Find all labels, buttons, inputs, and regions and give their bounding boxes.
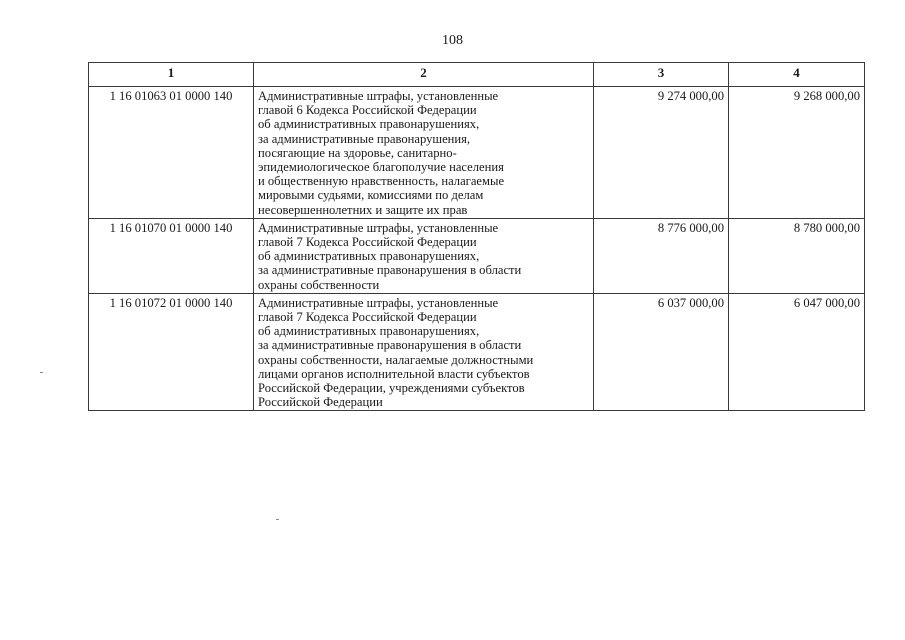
description-line: Российской Федерации, учреждениями субъектов: [258, 381, 525, 396]
table-row: [89, 87, 865, 219]
description-line: Административные штрафы, установленные: [258, 89, 499, 103]
scan-speck: [276, 519, 279, 520]
table-header: [89, 63, 865, 87]
header-col-2: 2: [254, 63, 594, 87]
table-body: [89, 87, 865, 411]
description-line: за административные правонарушения в области: [258, 263, 522, 278]
description-line: главой 7 Кодекса Российской Федерации: [258, 235, 477, 250]
row-value-col-3: 6 037 000,00: [594, 293, 729, 411]
description-line: охраны собственности, налагаемые должностными: [258, 352, 534, 367]
row-description: [254, 218, 594, 293]
description-line: лицами органов исполнительной власти субъектов: [258, 366, 530, 381]
row-value-col-3: 9 274 000,00: [594, 87, 729, 219]
description-line: и общественную нравственность, налагаемые: [258, 174, 505, 189]
description-line: посягающие на здоровье, санитарно-: [258, 145, 457, 160]
description-line: об административных правонарушениях,: [258, 324, 480, 339]
page-number: 108: [442, 33, 463, 48]
description-line: об административных правонарушениях,: [258, 249, 480, 264]
row-code: 1 16 01072 01 0000 140: [89, 293, 254, 411]
description-line: за административные правонарушения в области: [258, 338, 522, 353]
description-line: главой 7 Кодекса Российской Федерации: [258, 310, 477, 325]
description-line: Административные штрафы, установленные: [258, 295, 499, 310]
row-value-col-4: 6 047 000,00: [729, 293, 865, 411]
header-col-4: 4: [729, 63, 865, 87]
row-description: [254, 87, 594, 219]
row-description: [254, 293, 594, 411]
description-line: несовершеннолетних и защите их прав: [258, 202, 468, 217]
description-line: об административных правонарушениях,: [258, 117, 480, 132]
description-line: мировыми судьями, комиссиями по делам: [258, 188, 484, 203]
revenue-table: [88, 62, 865, 411]
header-col-1: 1: [89, 63, 254, 87]
description-line: Административные штрафы, установленные: [258, 220, 499, 235]
header-row: [89, 63, 865, 87]
description-line: главой 6 Кодекса Российской Федерации: [258, 103, 477, 118]
row-code: 1 16 01070 01 0000 140: [89, 218, 254, 293]
row-value-col-4: 9 268 000,00: [729, 87, 865, 219]
scan-speck: [40, 372, 43, 373]
header-col-3: 3: [594, 63, 729, 87]
description-line: за административные правонарушения,: [258, 131, 471, 146]
row-value-col-3: 8 776 000,00: [594, 218, 729, 293]
table-row: [89, 293, 865, 411]
row-code: 1 16 01063 01 0000 140: [89, 87, 254, 219]
row-value-col-4: 8 780 000,00: [729, 218, 865, 293]
table-row: [89, 218, 865, 293]
description-line: Российской Федерации: [258, 395, 383, 410]
description-line: эпидемиологическое благополучие населения: [258, 160, 504, 175]
description-line: охраны собственности: [258, 277, 380, 292]
